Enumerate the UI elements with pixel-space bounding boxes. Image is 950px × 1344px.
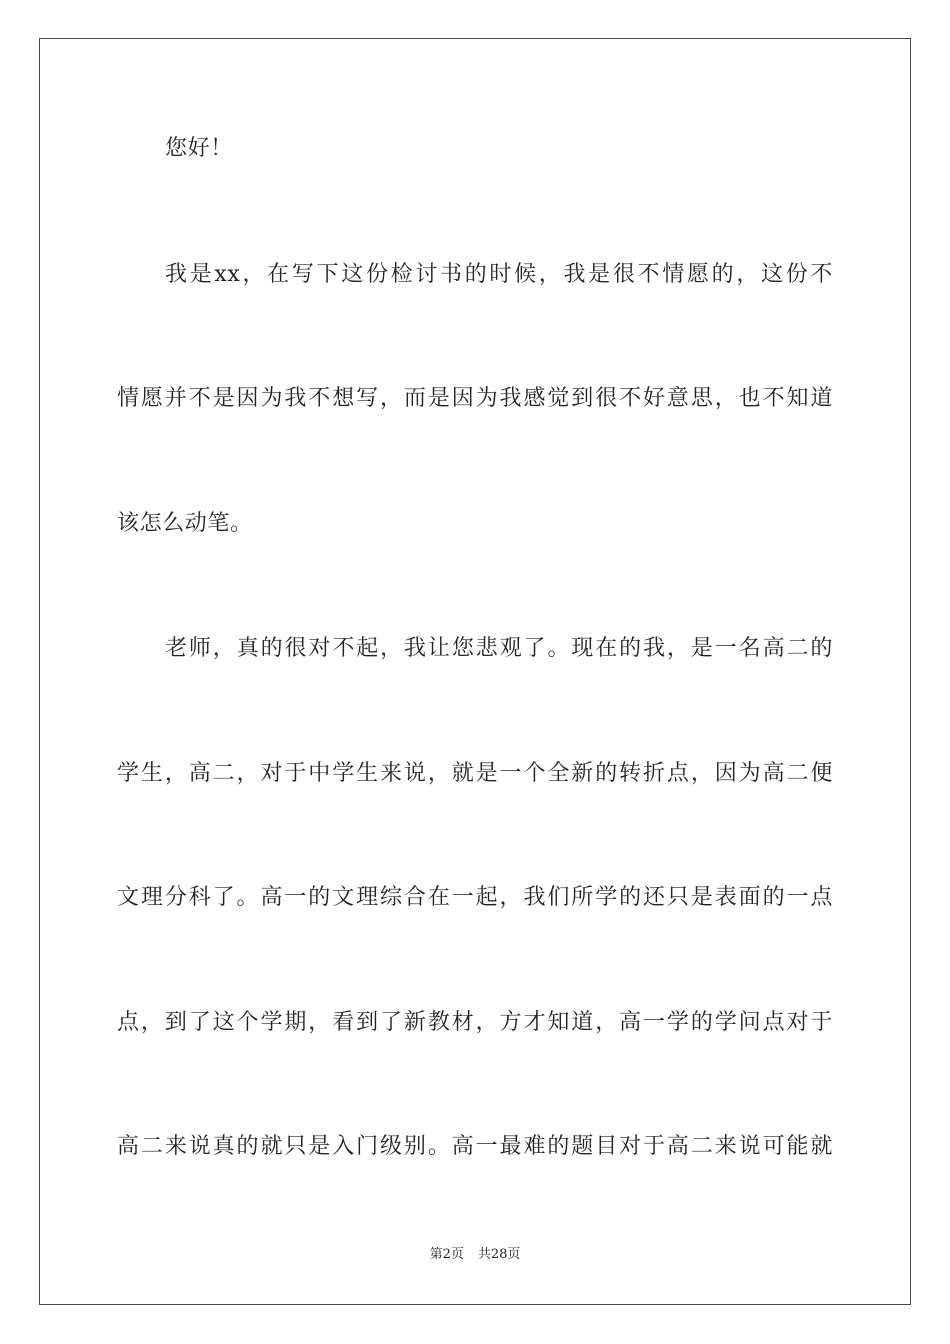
current-page-number: 第2页 bbox=[429, 1247, 464, 1262]
paragraph-1-line-1: 我是xx，在写下这份检讨书的时候，我是很不情愿的，这份不 bbox=[165, 262, 833, 287]
paragraph-1-line-2: 情愿并不是因为我不想写，而是因为我感觉到很不好意思，也不知道 bbox=[117, 386, 833, 411]
paragraph-2-line-3: 文理分科了。高一的文理综合在一起，我们所学的还只是表面的一点 bbox=[117, 885, 833, 910]
total-page-count: 共28页 bbox=[477, 1247, 521, 1262]
greeting-line: 您好！ bbox=[165, 136, 233, 161]
paragraph-2-line-4: 点，到了这个学期，看到了新教材，方才知道，高一学的学问点对于 bbox=[117, 1010, 833, 1035]
paragraph-1-line-3: 该怎么动笔。 bbox=[117, 511, 253, 536]
paragraph-2-line-1: 老师，真的很对不起，我让您悲观了。现在的我，是一名高二的 bbox=[165, 636, 833, 661]
page-footer bbox=[0, 1247, 950, 1263]
paragraph-2-line-2: 学生，高二，对于中学生来说，就是一个全新的转折点，因为高二便 bbox=[117, 761, 833, 786]
page-border bbox=[39, 38, 911, 1305]
paragraph-2-line-5: 高二来说真的就只是入门级别。高一最难的题目对于高二来说可能就 bbox=[117, 1134, 833, 1159]
